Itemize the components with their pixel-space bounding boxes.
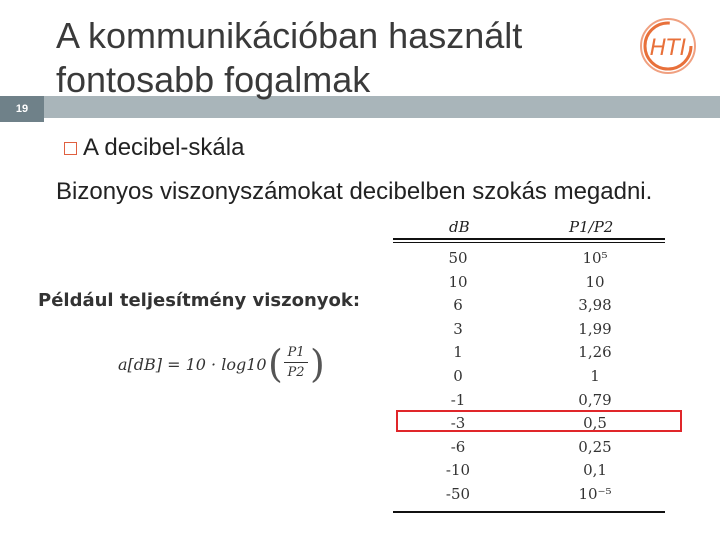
table-row — [393, 294, 665, 318]
decibel-formula — [118, 340, 325, 392]
square-bullet-icon — [64, 142, 77, 155]
table-row — [393, 341, 665, 365]
ratio-cell: 10⁵ — [582, 249, 608, 267]
ratio-cell: 1,26 — [578, 343, 612, 362]
table-row — [393, 389, 665, 413]
formula-numerator: P1 — [287, 345, 305, 360]
ratio-cell: 0,5 — [583, 414, 607, 433]
table-row — [393, 459, 665, 483]
table-top-rule — [393, 238, 665, 240]
table-row — [393, 436, 665, 460]
table-row — [393, 247, 665, 271]
db-cell: 10 — [448, 272, 468, 291]
db-ratio-table — [393, 214, 665, 513]
page-number: 19 — [0, 96, 44, 122]
ratio-cell: 0,79 — [578, 390, 612, 409]
bullet-item — [64, 134, 244, 162]
header-db: dB — [449, 218, 470, 236]
db-cell: 0 — [453, 366, 463, 385]
ratio-cell: 0,25 — [578, 437, 612, 456]
db-cell: -50 — [445, 484, 471, 503]
db-cell: 50 — [448, 249, 468, 267]
right-paren: ) — [310, 342, 325, 386]
header-ratio: P1/P2 — [569, 218, 614, 236]
table-row — [393, 365, 665, 389]
table-row — [393, 271, 665, 295]
ratio-cell: 3,98 — [578, 296, 612, 315]
ratio-cell: 0,1 — [583, 461, 607, 480]
table-row — [393, 483, 665, 507]
left-paren: ( — [268, 342, 283, 386]
db-cell: -1 — [450, 390, 466, 409]
table-body — [393, 243, 665, 507]
table-header — [393, 214, 665, 238]
ratio-cell: 1,99 — [578, 319, 612, 338]
ratio-cell: 1 — [590, 366, 600, 385]
formula-fraction — [284, 345, 308, 380]
ratio-cell: 10⁻⁵ — [578, 484, 612, 503]
highlight-box — [396, 410, 682, 432]
ratio-cell: 10 — [585, 272, 605, 291]
hti-logo-icon — [630, 14, 706, 78]
db-cell: -3 — [450, 414, 466, 433]
db-cell: 3 — [453, 319, 463, 338]
formula-lhs: a[dB] = 10 · log10 — [118, 355, 267, 374]
table-row — [393, 318, 665, 342]
db-cell: 6 — [453, 296, 463, 315]
formula-denominator: P2 — [287, 365, 305, 380]
slide-title: A kommunikációban használt fontosabb fogalmak — [56, 15, 523, 100]
example-label: Például teljesítmény viszonyok: — [38, 290, 361, 311]
body-paragraph: Bizonyos viszonyszámokat decibelben szokás megadni. — [56, 178, 653, 205]
db-cell: 1 — [453, 343, 463, 362]
bullet-text: A decibel-skála — [83, 134, 245, 161]
db-cell: -6 — [450, 437, 466, 456]
logo-text: HTI — [649, 36, 687, 61]
db-cell: -10 — [445, 461, 471, 480]
table-bottom-rule — [393, 511, 665, 513]
